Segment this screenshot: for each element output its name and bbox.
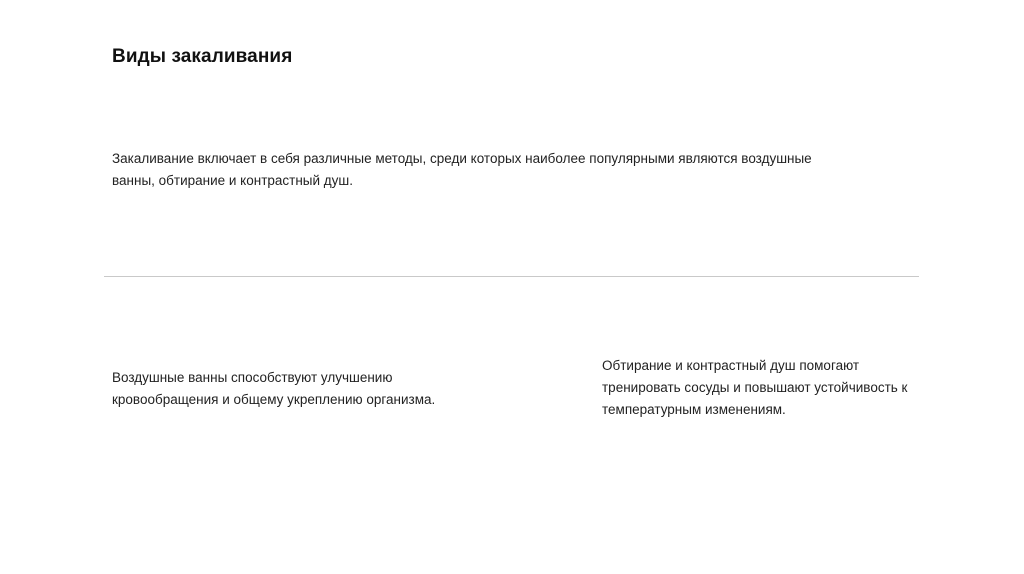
left-column-text: Воздушные ванны способствуют улучшению кровообращения и общему укреплению организма. xyxy=(112,370,436,407)
slide-title: Виды закаливания xyxy=(112,46,293,67)
section-divider xyxy=(104,276,919,277)
right-column-text: Обтирание и контрастный душ помогают тренировать сосуды и повышают устойчивость к температурным изменениям. xyxy=(602,358,908,417)
intro-paragraph: Закаливание включает в себя различные методы, среди которых наиболее популярными являются воздушные ванны, обтирание и контрастный душ. xyxy=(112,151,812,188)
